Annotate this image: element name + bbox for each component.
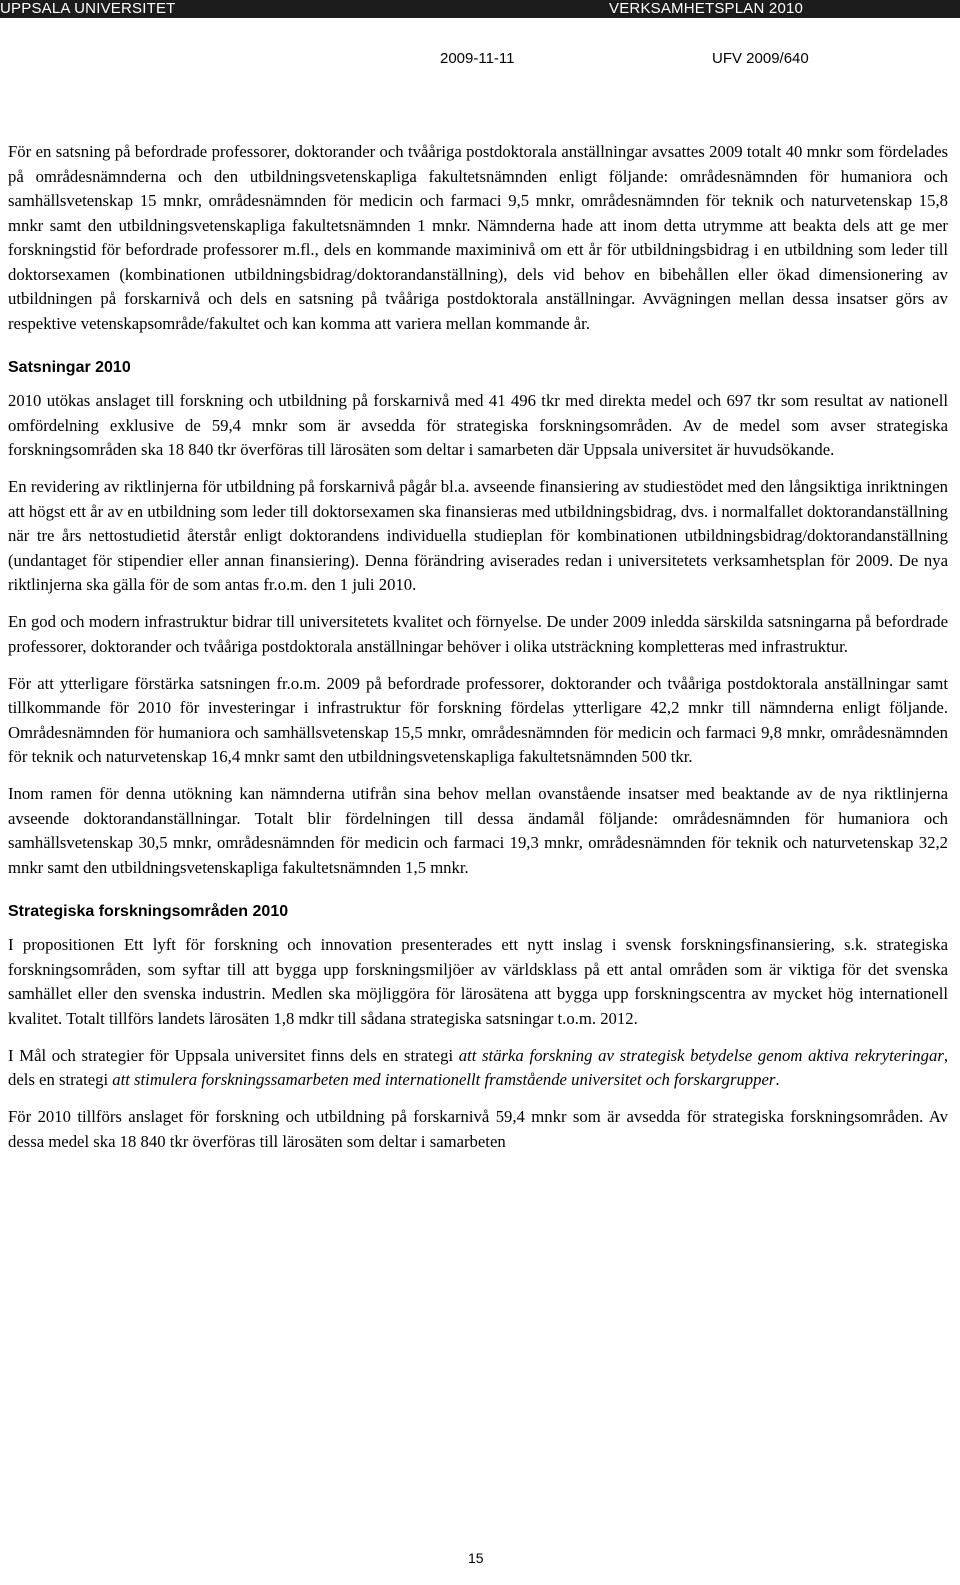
header-university-name: UPPSALA UNIVERSITET: [0, 0, 176, 17]
paragraph-total-distribution: Inom ramen för denna utökning kan nämnderna utifrån sina behov mellan ovanstående insatser med beaktande av de nya riktlinjerna avseende doktorandanställningar. Totalt blir fördelningen till dessa ändamål följande: områdesnämnden för humaniora och samhällsvetenskap 30,5 mnkr, områdesnämnden för medicin och farmaci 19,3 mnkr, områdesnämnden för teknik och naturvetenskap 32,2 mnkr samt den utbildningsvetenskapliga fakultetsnämnden 1,5 mnkr.: [8, 784, 948, 877]
section-heading-satsningar-2010: Satsningar 2010: [8, 359, 131, 376]
document-date: 2009-11-11: [440, 50, 515, 67]
paragraph-2010-funding: För 2010 tillförs anslaget för forskning och utbildning på forskarnivå 59,4 mnkr som är avsedda för strategiska forskningsområden. Av dessa medel ska 18 840 tkr överföras till lärosäten som deltar i samarbeten: [8, 1107, 948, 1151]
paragraph-goals-strategies: [8, 1044, 948, 1093]
text-run: I Mål och strategier för Uppsala universitet finns dels en strategi: [8, 1045, 459, 1065]
italic-strategy-two: att stimulera forskningssamarbeten med internationellt framstående universitet och forskargrupper: [112, 1070, 776, 1089]
page-number: 15: [468, 1550, 484, 1566]
header-document-title: VERKSAMHETSPLAN 2010: [609, 0, 804, 17]
document-reference: UFV 2009/640: [712, 50, 809, 67]
text-run: .: [775, 1070, 780, 1089]
text-run: , dels en strategi: [8, 1045, 948, 1089]
paragraph-infrastructure: En god och modern infrastruktur bidrar till universitetets kvalitet och förnyelse. De under 2009 inledda särskilda satsningarna på befordrade professorer, doktorander och tvååriga postdoktorala anställningar behöver i olika utsträckning kompletteras med infrastruktur.: [8, 612, 948, 656]
paragraph-allocation-increase: 2010 utökas anslaget till forskning och utbildning på forskarnivå med 41 496 tkr med direkta medel och 697 tkr som resultat av nationell omfördelning exklusive de 59,4 mnkr som är avsedda för strategiska forskningsområden. Av de medel som avser strategiska forskningsområden ska 18 840 tkr överföras till lärosäten som deltar i samarbeten där Uppsala universitet är huvudsökande.: [8, 391, 948, 459]
paragraph-further-allocation: För att ytterligare förstärka satsningen fr.o.m. 2009 på befordrade professorer, doktorander och tvååriga postdoktorala anställningar samt tillkommande för 2010 för investeringar i infrastruktur för forskning fördelas ytterligare 42,2 mnkr till nämnderna enligt följande. Områdesnämnden för humaniora och samhällsvetenskap 15,5 mnkr, områdesnämnden för medicin och farmaci 9,8 mnkr, områdesnämnden för teknik och naturvetenskap 16,4 mnkr samt den utbildningsvetenskapliga fakultetsnämnden 500 tkr.: [8, 673, 948, 766]
paragraph-proposition: I propositionen Ett lyft för forskning och innovation presenterades ett nytt inslag i svensk forskningsfinansiering, s.k. strategiska forskningsområden, som syftar till att bygga upp forskningsmiljöer av världsklass på ett antal områden som är viktiga för det svenska samhället eller den svenska industrin. Medlen ska möjliggöra för lärosätena att bygga upp forskningscentra av mycket hög internationell kvalitet. Totalt tillförs landets lärosäten 1,8 mdkr till sådana strategiska satsningar t.o.m. 2012.: [8, 935, 948, 1028]
section-heading-strategic-areas: Strategiska forskningsområden 2010: [8, 903, 289, 920]
italic-strategy-one: att stärka forskning av strategisk betydelse genom aktiva rekryteringar: [458, 1045, 944, 1065]
paragraph-research-investment-2009: För en satsning på befordrade professorer, doktorander och tvååriga postdoktorala anställningar avsattes 2009 totalt 40 mnkr som fördelades på områdesnämnderna och den utbildningsvetenskapliga fakultetsnämnden enligt följande: områdesnämnden för humaniora och samhällsvetenskap 15 mnkr, områdesnämnden för medicin och farmaci 9,5 mnkr, områdesnämnden för teknik och naturvetenskap 15,8 mnkr samt den utbildningsvetenskapliga fakultetsnämnden 1 mnkr. Nämnderna hade att inom detta utrymme att beakta dels att ge mer forskningstid för befordrade professorer m.fl., dels en kommande maximinivå om ett år för utbildningsbidrag i en utbildning som leder till doktorsexamen (kombinationen utbildningsbidrag/doktorandanställning), dels vid behov en bibehållen eller ökad dimensionering av utbildningen på forskarnivå och dels en satsning på tvååriga postdoktorala anställningar. Avvägningen mellan dessa insatser görs av respektive vetenskapsområde/fakultet och kan komma att variera mellan kommande år.: [8, 142, 948, 333]
document-body: [8, 140, 948, 1167]
paragraph-guidelines-revision: En revidering av riktlinjerna för utbildning på forskarnivå pågår bl.a. avseende finansiering av studiestödet med den långsiktiga inriktningen att högst ett år av en utbildning som leder till doktorsexamen ska finansieras med utbildningsbidrag, dvs. i normalfallet doktorandanställning när tre års nettostudietid återstår enligt doktorandens individuella studieplan för kombinationen utbildningsbidrag/doktorandanställning (undantaget för stipendier eller annan finansiering). Denna förändring aviserades redan i universitetets verksamhetsplan för 2009. De nya riktlinjerna ska gälla för de som antas fr.o.m. den 1 juli 2010.: [8, 477, 948, 594]
